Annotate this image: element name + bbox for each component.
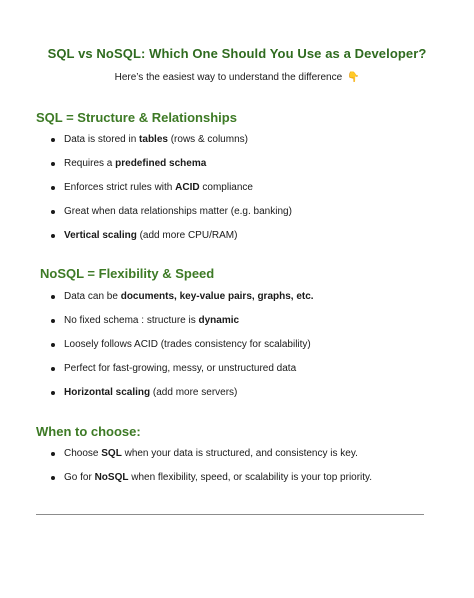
list-item: Enforces strict rules with ACID compliance	[50, 182, 292, 194]
section-heading-nosql: NoSQL = Flexibility & Speed	[40, 266, 215, 281]
list-item: No fixed schema : structure is dynamic	[50, 315, 314, 327]
list-item: Data can be documents, key-value pairs, graphs, etc.	[50, 291, 314, 303]
document-title: SQL vs NoSQL: Which One Should You Use as a Developer?	[47, 46, 427, 61]
document-subtitle	[0, 72, 474, 83]
list-item: Requires a predefined schema	[50, 158, 292, 170]
list-item: Go for NoSQL when flexibility, speed, or scalability is your top priority.	[50, 472, 372, 484]
subtitle-text: Here’s the easiest way to understand the difference	[114, 72, 343, 83]
nosql-list	[50, 291, 314, 411]
section-heading-when-to-choose: When to choose:	[36, 424, 141, 439]
list-item: Perfect for fast-growing, messy, or unstructured data	[50, 363, 314, 375]
horizontal-divider	[36, 514, 424, 515]
list-item: Vertical scaling (add more CPU/RAM)	[50, 230, 292, 242]
list-item: Data is stored in tables (rows & columns)	[50, 134, 292, 146]
list-item: Choose SQL when your data is structured, and consistency is key.	[50, 448, 372, 460]
sql-list	[50, 134, 292, 254]
when-to-choose-list	[50, 448, 372, 496]
list-item: Loosely follows ACID (trades consistency for scalability)	[50, 339, 314, 351]
section-heading-sql: SQL = Structure & Relationships	[36, 110, 237, 125]
list-item: Horizontal scaling (add more servers)	[50, 387, 314, 399]
list-item: Great when data relationships matter (e.g. banking)	[50, 206, 292, 218]
pointing-down-icon: 👇	[346, 72, 360, 83]
